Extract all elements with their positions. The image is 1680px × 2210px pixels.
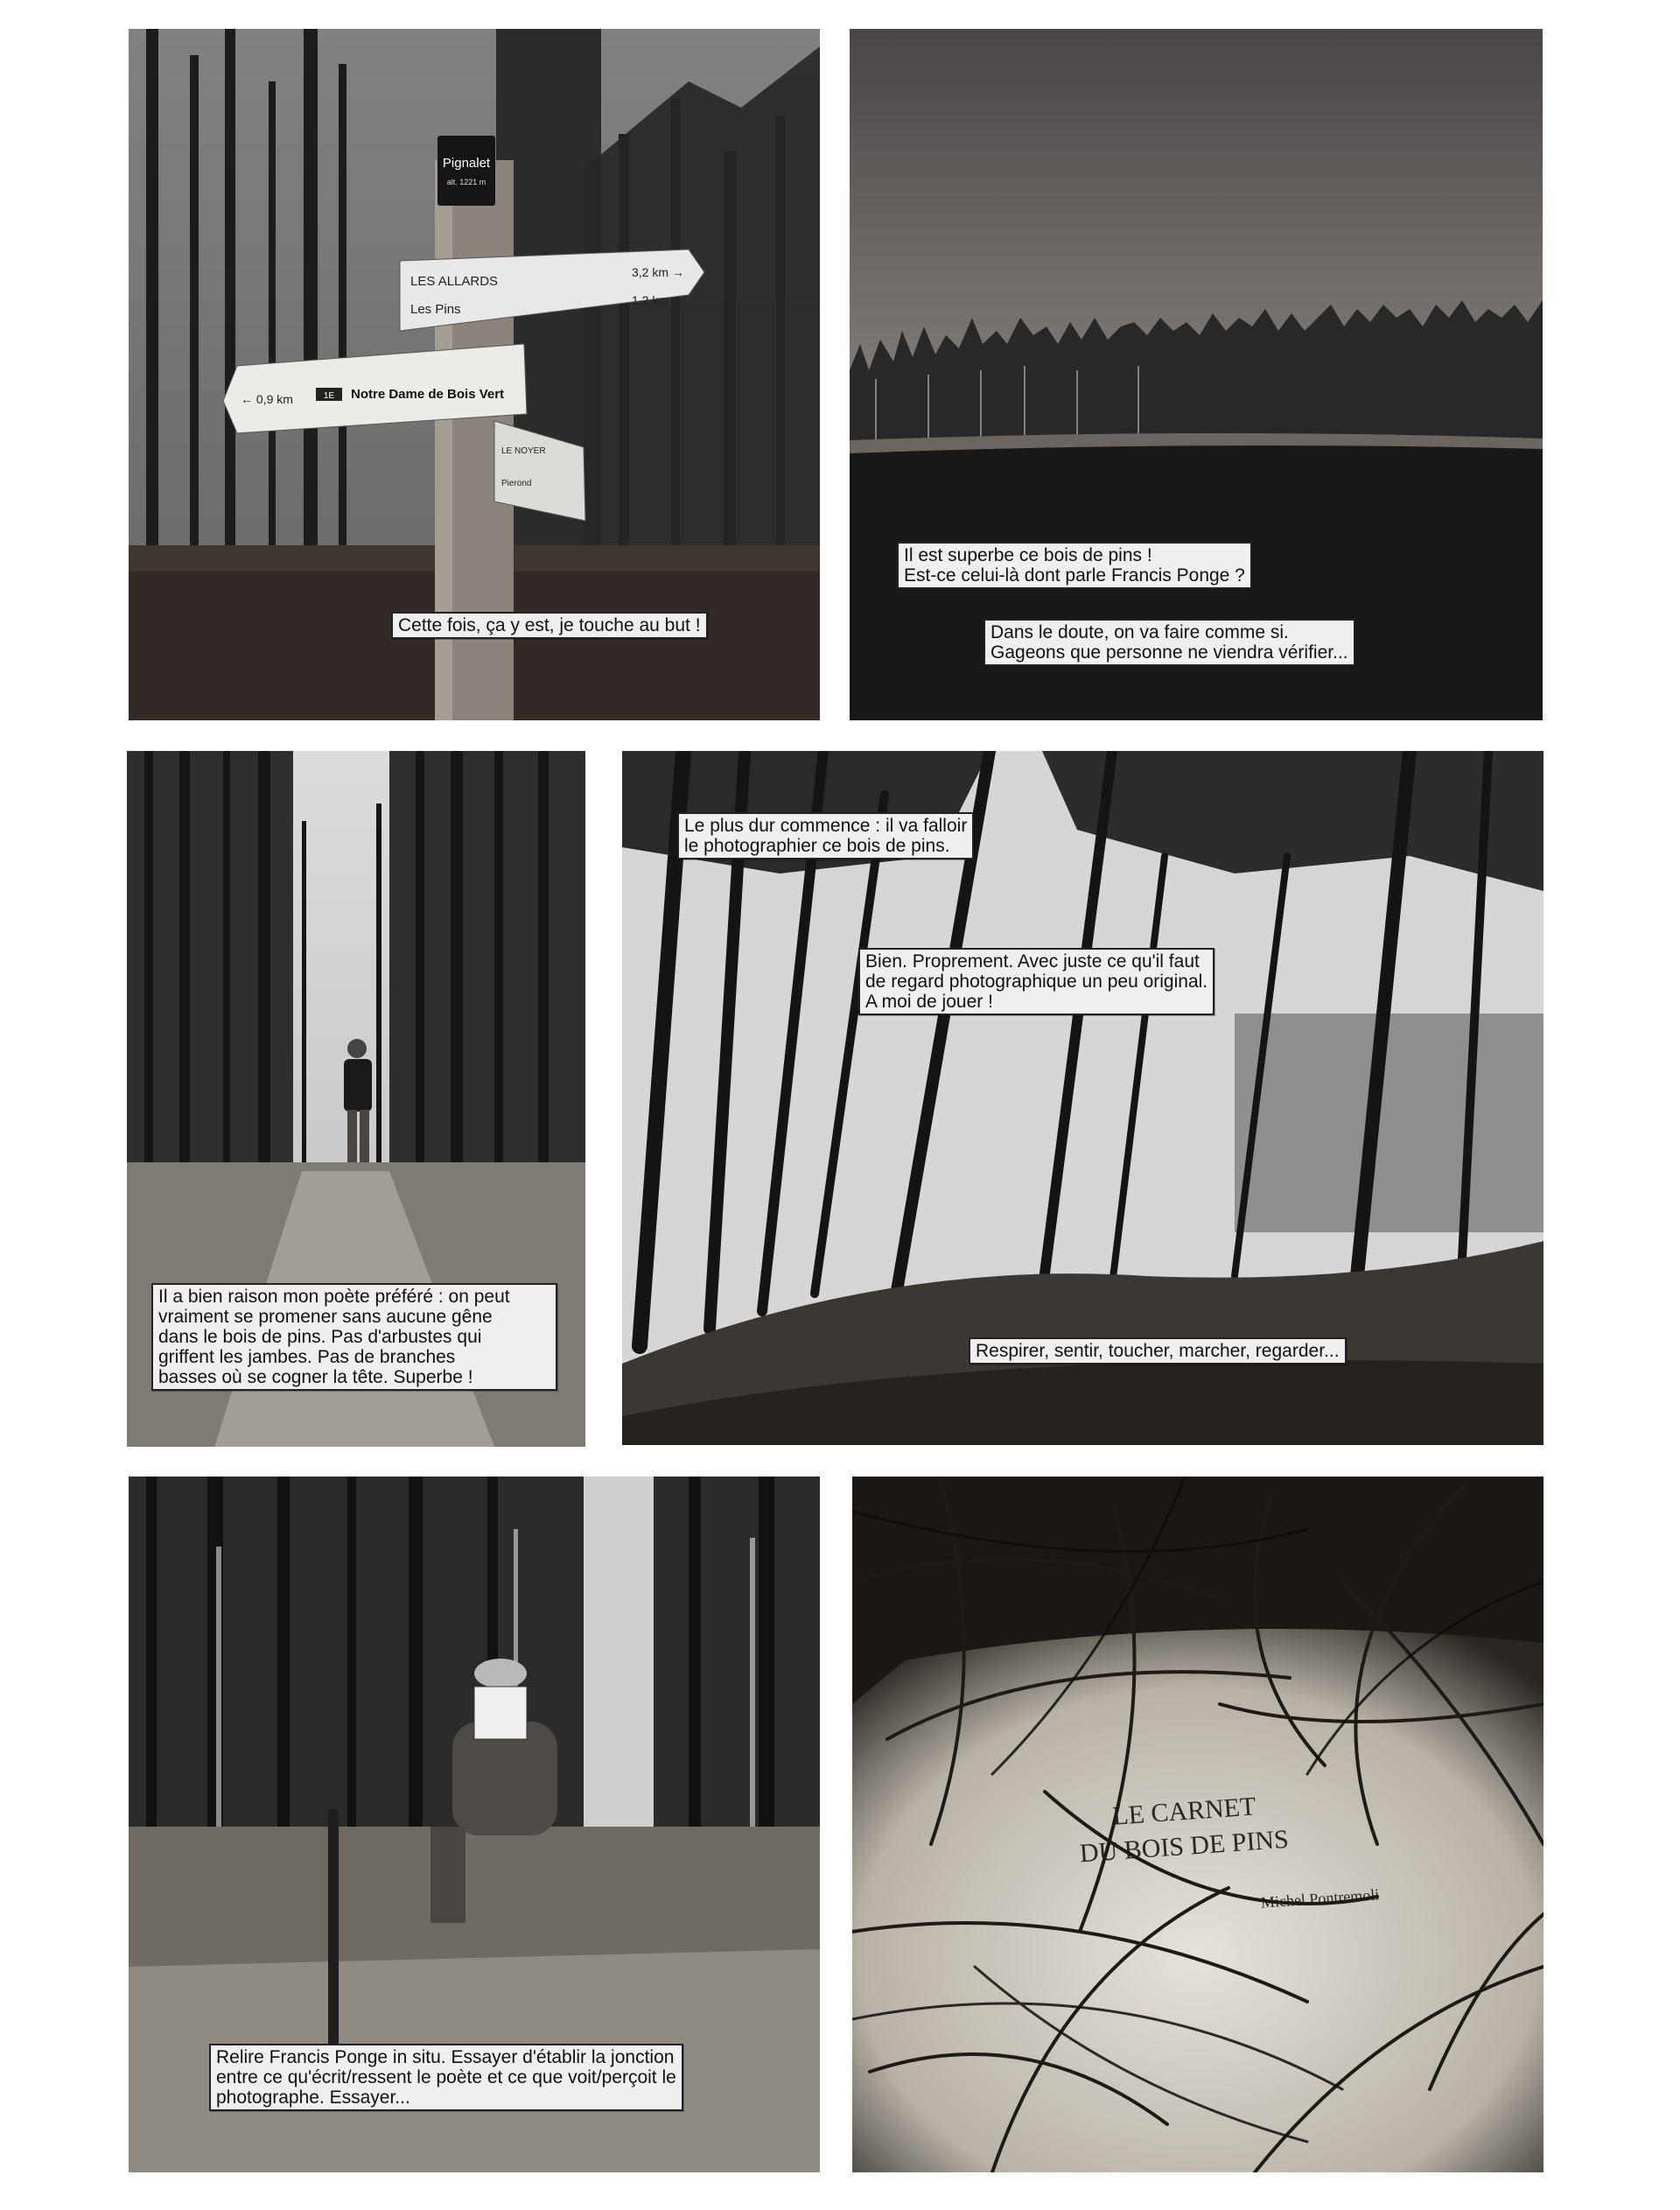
altitude-label: alt. 1221 m [446, 178, 486, 186]
caption-panel2-b [984, 619, 1355, 666]
caption-line: A moi de jouer ! [865, 992, 993, 1012]
caption-line: photographe. Essayer... [216, 2087, 410, 2108]
sign-notre-dame-label: Notre Dame de Bois Vert [351, 387, 505, 402]
sign-notre-dame-distance: ← 0,9 km [241, 392, 293, 406]
sign-pierond-label: Pierond [501, 479, 532, 488]
sign-les-allards-label: LES ALLARDS [410, 274, 499, 289]
book-credit: Michel Pontremoli [1260, 1885, 1380, 1912]
panel-hillside [622, 751, 1544, 1445]
caption-panel1 [391, 612, 708, 639]
treeline-photo [850, 29, 1543, 720]
caption-line: entre ce qu'écrit/ressent le poète et ce que voit/perçoit le [216, 2067, 676, 2087]
caption-line: Le plus dur commence : il va falloir [684, 816, 968, 836]
panel-reader [129, 1477, 820, 2172]
caption-panel4-c [969, 1337, 1347, 1365]
caption-panel2-a [897, 542, 1252, 589]
caption-panel4-a [677, 812, 974, 859]
panel-signpost [129, 29, 820, 720]
caption-line: Est-ce celui-là dont parle Francis Ponge ? [904, 565, 1245, 586]
panel-walker [127, 751, 585, 1447]
sign-les-pins-distance: 1,2 km → [632, 293, 684, 307]
caption-panel4-b [858, 948, 1214, 1015]
caption-line: griffent les jambes. Pas de branches [158, 1347, 456, 1367]
sign-notre-dame-badge-text: 1E [323, 391, 335, 401]
caption-panel5 [209, 2044, 683, 2111]
caption-line: Il a bien raison mon poète préféré : on peut [158, 1287, 510, 1307]
book-title-line-1: LE CARNET [1111, 1792, 1257, 1831]
caption-line: Gageons que personne ne viendra vérifier... [990, 642, 1348, 663]
caption-line: de regard photographique un peu original. [865, 972, 1208, 992]
sign-le-noyer [494, 421, 585, 521]
caption-panel3 [151, 1283, 557, 1391]
caption-line: Cette fois, ça y est, je touche au but ! [398, 615, 701, 635]
panel-treeline [850, 29, 1543, 720]
caption-line: Dans le doute, on va faire comme si. [990, 622, 1289, 642]
caption-line: dans le bois de pins. Pas d'arbustes qui [158, 1327, 482, 1347]
pignalet-plate [438, 136, 495, 206]
sign-les-allards-distance: 3,2 km → [632, 265, 684, 279]
pignalet-label: Pignalet [442, 156, 491, 171]
book-photo [852, 1477, 1544, 2172]
caption-line: Bien. Proprement. Avec juste ce qu'il faut [865, 951, 1200, 972]
caption-line: basses où se cogner la tête. Superbe ! [158, 1367, 473, 1387]
book-title-line-2: DU BOIS DE PINS [1078, 1824, 1290, 1869]
sign-le-noyer-label: LE NOYER [501, 446, 546, 456]
sign-les-allards [400, 249, 704, 331]
sign-les-pins-label: Les Pins [410, 302, 461, 317]
caption-line: le photographier ce bois de pins. [684, 836, 950, 856]
panel-book [852, 1477, 1544, 2172]
caption-line: Relire Francis Ponge in situ. Essayer d'établir la jonction [216, 2047, 675, 2067]
caption-line: Respirer, sentir, toucher, marcher, regarder... [976, 1341, 1340, 1361]
caption-line: Il est superbe ce bois de pins ! [904, 545, 1152, 565]
caption-line: vraiment se promener sans aucune gêne [158, 1307, 493, 1327]
